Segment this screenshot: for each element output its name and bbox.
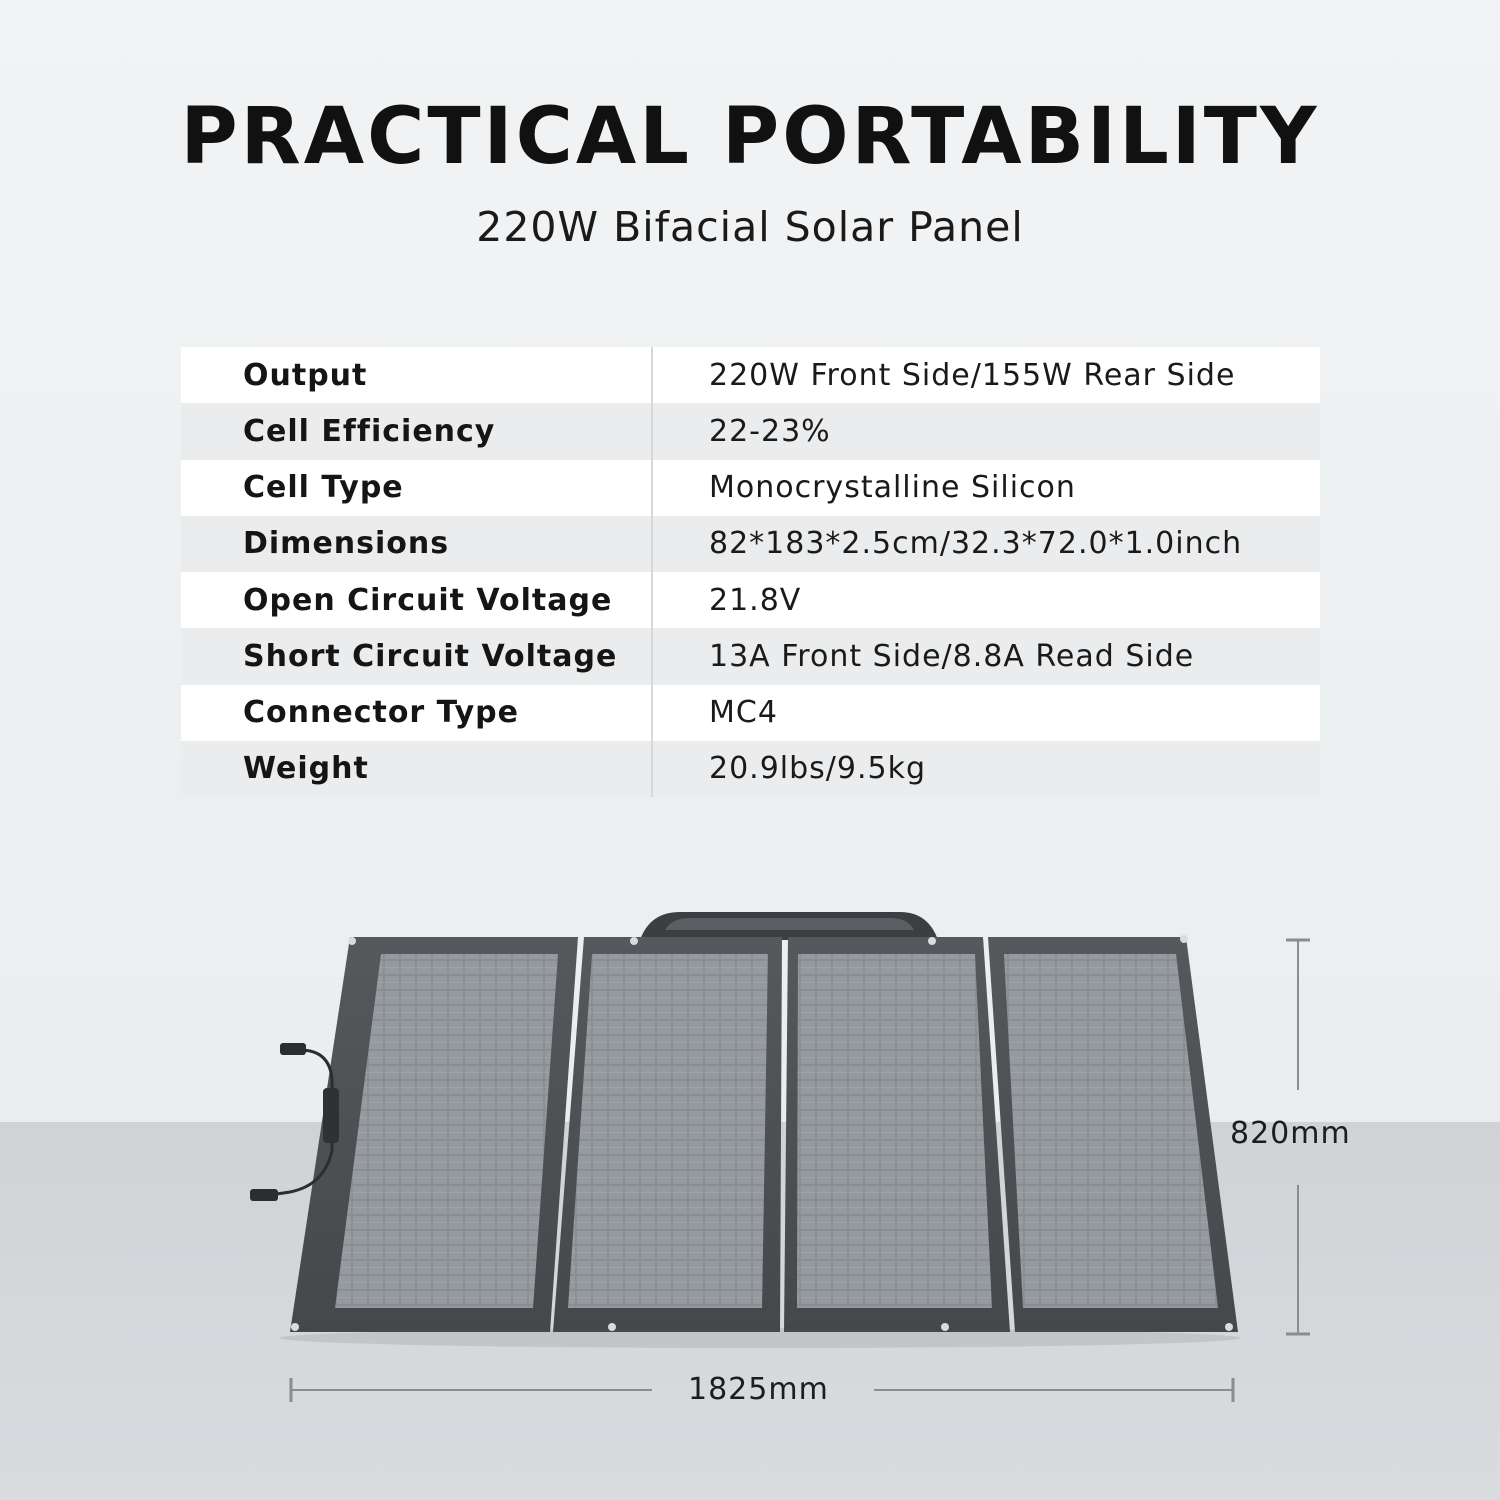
spec-label: Weight <box>181 741 653 797</box>
grommet-icon <box>928 937 936 945</box>
grommet-icon <box>291 1323 299 1331</box>
spec-value: 22-23% <box>709 413 831 449</box>
spec-label: Cell Efficiency <box>181 403 653 459</box>
spec-label: Short Circuit Voltage <box>181 628 653 684</box>
cell-area-2 <box>568 954 768 1308</box>
grommet-icon <box>630 937 638 945</box>
spec-value: 82*183*2.5cm/32.3*72.0*1.0inch <box>709 526 1243 562</box>
spec-label: Cell Type <box>181 460 653 516</box>
spec-value: MC4 <box>709 695 778 731</box>
cell-area-3 <box>797 954 992 1308</box>
connector-icon <box>280 1043 306 1055</box>
handle-highlight <box>665 918 914 930</box>
spec-value: 13A Front Side/8.8A Read Side <box>709 638 1195 674</box>
grommet-icon <box>348 937 356 945</box>
spec-label: Dimensions <box>181 516 653 572</box>
junction-box-icon <box>323 1088 339 1143</box>
grommet-icon <box>608 1323 616 1331</box>
connector-icon <box>250 1189 278 1201</box>
spec-value: 20.9lbs/9.5kg <box>709 751 927 787</box>
grommet-icon <box>1180 935 1188 943</box>
spec-value: Monocrystalline Silicon <box>709 470 1076 506</box>
spec-value: 220W Front Side/155W Rear Side <box>709 357 1236 393</box>
grommet-icon <box>941 1323 949 1331</box>
spec-value: 21.8V <box>709 582 802 618</box>
spec-label: Connector Type <box>181 685 653 741</box>
grommet-icon <box>1225 1323 1233 1331</box>
width-dimension-label: 1825mm <box>688 1372 829 1407</box>
page-subtitle: 220W Bifacial Solar Panel <box>476 203 1024 251</box>
page-title: PRACTICAL PORTABILITY <box>180 92 1320 182</box>
spec-label: Open Circuit Voltage <box>181 572 653 628</box>
height-dimension-label: 820mm <box>1230 1116 1351 1151</box>
spec-label: Output <box>181 347 653 403</box>
